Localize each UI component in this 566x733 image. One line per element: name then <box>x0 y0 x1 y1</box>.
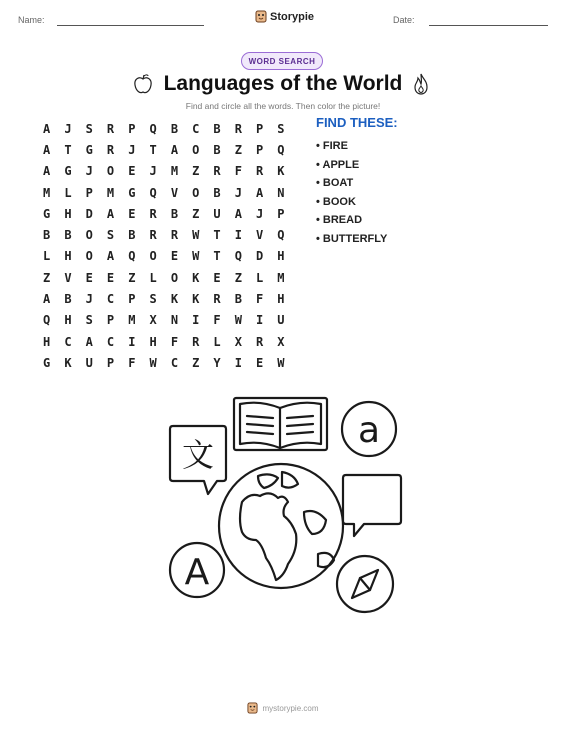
grid-letter[interactable]: A <box>234 206 242 221</box>
grid-letter[interactable]: L <box>149 270 157 285</box>
brand-name: Storypie <box>270 10 315 23</box>
grid-letter[interactable]: O <box>192 142 200 157</box>
grid-letter[interactable]: P <box>256 142 264 157</box>
grid-letter[interactable]: B <box>213 185 221 200</box>
word-item: • APPLE <box>316 158 360 171</box>
word-item: • BOAT <box>316 177 354 190</box>
grid-letter[interactable]: Z <box>192 355 200 370</box>
grid-letter[interactable]: H <box>43 334 51 349</box>
grid-letter[interactable]: F <box>256 292 264 307</box>
grid-letter[interactable]: Z <box>128 270 136 285</box>
grid-letter[interactable]: B <box>64 228 72 243</box>
grid-letter[interactable]: K <box>192 292 200 307</box>
grid-letter[interactable]: V <box>64 270 72 285</box>
grid-letter[interactable]: T <box>149 142 157 157</box>
globe-icon <box>219 464 343 588</box>
storypie-footer-logo-icon <box>247 702 258 714</box>
grid-letter[interactable]: J <box>85 164 93 179</box>
grid-letter[interactable]: D <box>85 206 93 221</box>
grid-row <box>36 118 292 139</box>
grid-letter[interactable]: I <box>234 355 242 370</box>
grid-letter[interactable]: J <box>85 292 93 307</box>
grid-letter[interactable]: F <box>213 313 221 328</box>
A-glyph: A <box>184 552 210 593</box>
grid-letter[interactable]: J <box>256 206 264 221</box>
grid-letter[interactable]: F <box>170 334 179 349</box>
grid-letter[interactable]: C <box>106 292 115 307</box>
grid-letter[interactable]: F <box>128 355 136 370</box>
grid-letter[interactable]: R <box>256 334 264 349</box>
grid-letter[interactable]: I <box>192 313 200 328</box>
letter-grid[interactable] <box>36 118 292 374</box>
grid-letter[interactable]: E <box>213 270 221 285</box>
grid-letter[interactable]: W <box>192 249 200 264</box>
grid-letter[interactable]: Q <box>234 249 242 264</box>
word-item: • FIRE <box>316 140 348 152</box>
grid-letter[interactable]: A <box>43 142 51 157</box>
word-item: • BOOK <box>316 195 356 208</box>
grid-letter[interactable]: R <box>106 121 115 136</box>
grid-letter[interactable]: P <box>106 355 115 370</box>
grid-letter[interactable]: X <box>277 334 285 349</box>
grid-letter[interactable]: G <box>64 164 72 179</box>
languages-illustration <box>160 394 410 619</box>
zh-glyph: 文 <box>181 436 215 474</box>
grid-row <box>36 203 292 224</box>
grid-letter[interactable]: F <box>234 164 242 179</box>
grid-letter[interactable]: R <box>213 292 221 307</box>
grid-letter[interactable]: X <box>149 313 157 328</box>
grid-letter[interactable]: K <box>192 270 200 285</box>
grid-letter[interactable]: Q <box>277 142 285 157</box>
grid-letter[interactable]: W <box>149 355 157 370</box>
grid-letter[interactable]: H <box>64 249 72 264</box>
grid-letter[interactable]: H <box>277 292 285 307</box>
name-line[interactable] <box>57 25 204 26</box>
grid-letter[interactable]: H <box>64 313 72 328</box>
word-item: • BREAD <box>316 214 363 227</box>
instructions: Find and circle all the words. Then color the picture! <box>185 101 381 111</box>
grid-letter[interactable]: S <box>85 313 93 328</box>
grid-letter[interactable]: P <box>106 313 115 328</box>
grid-letter[interactable]: N <box>277 185 285 200</box>
word-list <box>316 137 387 249</box>
grid-letter[interactable]: B <box>170 121 179 136</box>
date-line[interactable] <box>429 25 548 26</box>
grid-letter[interactable]: V <box>170 185 179 200</box>
grid-letter[interactable]: Z <box>192 206 200 221</box>
grid-row <box>36 310 292 331</box>
grid-letter[interactable]: O <box>149 249 157 264</box>
grid-letter[interactable]: G <box>43 355 51 370</box>
grid-letter[interactable]: R <box>256 164 264 179</box>
grid-letter[interactable]: T <box>213 228 221 243</box>
grid-letter[interactable]: S <box>277 121 285 136</box>
grid-letter[interactable]: U <box>85 355 93 370</box>
grid-letter[interactable]: A <box>85 334 93 349</box>
date-label: Date: <box>393 15 415 25</box>
footer-url[interactable]: mystorypie.com <box>262 703 319 713</box>
grid-letter[interactable]: Z <box>43 270 51 285</box>
grid-letter[interactable]: H <box>64 206 72 221</box>
grid-letter[interactable]: W <box>234 313 242 328</box>
grid-letter[interactable]: U <box>277 313 285 328</box>
grid-letter[interactable]: R <box>106 142 115 157</box>
grid-letter[interactable]: M <box>170 164 179 179</box>
grid-letter[interactable]: H <box>149 334 157 349</box>
grid-letter[interactable]: L <box>64 185 72 200</box>
grid-letter[interactable]: Q <box>149 121 157 136</box>
grid-letter[interactable]: S <box>149 292 157 307</box>
grid-letter[interactable]: E <box>106 270 115 285</box>
grid-letter[interactable]: B <box>128 228 136 243</box>
word-item: • BUTTERFLY <box>316 232 388 245</box>
grid-letter[interactable]: H <box>277 249 285 264</box>
grid-letter[interactable]: L <box>256 270 264 285</box>
grid-letter[interactable]: E <box>256 355 264 370</box>
grid-letter[interactable]: Q <box>277 228 285 243</box>
grid-letter[interactable]: W <box>192 228 200 243</box>
grid-letter[interactable]: M <box>106 185 115 200</box>
brand <box>255 10 314 23</box>
grid-letter[interactable]: A <box>170 142 179 157</box>
grid-letter[interactable]: I <box>128 334 136 349</box>
grid-letter[interactable]: B <box>213 121 221 136</box>
grid-letter[interactable]: M <box>277 270 285 285</box>
grid-letter[interactable]: A <box>43 164 51 179</box>
letter-A-icon <box>170 543 224 597</box>
grid-row <box>36 224 292 245</box>
grid-letter[interactable]: N <box>170 313 179 328</box>
compass-icon <box>337 556 393 612</box>
storypie-logo-icon <box>255 10 267 23</box>
grid-letter[interactable]: I <box>256 313 264 328</box>
grid-letter[interactable]: K <box>64 355 72 370</box>
grid-row <box>36 331 292 352</box>
a-glyph: a <box>357 410 381 451</box>
grid-letter[interactable]: C <box>170 355 179 370</box>
grid-letter[interactable]: V <box>256 228 264 243</box>
grid-letter[interactable]: R <box>234 121 242 136</box>
grid-letter[interactable]: E <box>128 206 136 221</box>
grid-letter[interactable]: R <box>192 334 200 349</box>
word-search-badge: WORD SEARCH <box>241 52 323 70</box>
grid-letter[interactable]: G <box>43 206 51 221</box>
grid-letter[interactable]: I <box>234 228 242 243</box>
grid-row <box>36 161 292 182</box>
grid-letter[interactable]: A <box>256 185 264 200</box>
grid-row <box>36 288 292 309</box>
grid-letter[interactable]: E <box>128 164 136 179</box>
grid-letter[interactable]: C <box>192 121 200 136</box>
grid-letter[interactable]: K <box>277 164 285 179</box>
grid-letter[interactable]: J <box>149 164 157 179</box>
grid-letter[interactable]: R <box>213 164 221 179</box>
grid-letter[interactable]: B <box>170 206 179 221</box>
fire-icon <box>412 72 430 96</box>
grid-letter[interactable]: G <box>85 142 93 157</box>
speech-bubble-icon <box>343 475 401 536</box>
grid-letter[interactable]: L <box>213 334 221 349</box>
grid-row <box>36 182 292 203</box>
grid-letter[interactable]: A <box>43 292 51 307</box>
grid-letter[interactable]: Z <box>234 142 242 157</box>
grid-letter[interactable]: B <box>64 292 72 307</box>
grid-letter[interactable]: Z <box>192 164 200 179</box>
grid-letter[interactable]: S <box>106 228 115 243</box>
grid-letter[interactable]: G <box>128 185 136 200</box>
grid-letter[interactable]: S <box>85 121 93 136</box>
grid-letter[interactable]: R <box>149 206 157 221</box>
grid-letter[interactable]: Q <box>43 313 51 328</box>
grid-letter[interactable]: E <box>85 270 93 285</box>
grid-letter[interactable]: W <box>277 355 285 370</box>
grid-letter[interactable]: P <box>277 206 285 221</box>
grid-letter[interactable]: B <box>234 292 242 307</box>
grid-letter[interactable]: O <box>85 228 93 243</box>
grid-letter[interactable]: A <box>106 249 115 264</box>
grid-letter[interactable]: E <box>170 249 179 264</box>
grid-letter[interactable]: O <box>170 270 179 285</box>
grid-letter[interactable]: Q <box>149 185 157 200</box>
grid-letter[interactable]: C <box>64 334 72 349</box>
grid-row <box>36 267 292 288</box>
grid-letter[interactable]: O <box>106 164 115 179</box>
grid-letter[interactable]: Z <box>234 270 242 285</box>
grid-row <box>36 352 292 373</box>
grid-letter[interactable]: M <box>43 185 51 200</box>
book-icon <box>234 398 327 450</box>
grid-letter[interactable]: L <box>43 249 51 264</box>
grid-letter[interactable]: Q <box>128 249 136 264</box>
grid-letter[interactable]: C <box>106 334 115 349</box>
grid-row <box>36 139 292 160</box>
grid-letter[interactable]: O <box>85 249 93 264</box>
grid-letter[interactable]: O <box>192 185 200 200</box>
grid-letter[interactable]: P <box>128 121 136 136</box>
grid-letter[interactable]: A <box>43 121 51 136</box>
footer <box>0 702 566 714</box>
grid-letter[interactable]: P <box>128 292 136 307</box>
page-title: Languages of the World <box>163 72 403 95</box>
grid-letter[interactable]: J <box>64 121 72 136</box>
grid-letter[interactable]: Y <box>213 355 221 370</box>
grid-row <box>36 246 292 267</box>
grid-letter[interactable]: U <box>213 206 221 221</box>
grid-letter[interactable]: B <box>43 228 51 243</box>
grid-letter[interactable]: R <box>149 228 157 243</box>
grid-letter[interactable]: T <box>213 249 221 264</box>
find-these-heading: FIND THESE: <box>316 115 398 130</box>
grid-letter[interactable]: T <box>64 142 72 157</box>
grid-letter[interactable]: M <box>128 313 136 328</box>
grid-letter[interactable]: D <box>256 249 264 264</box>
grid-letter[interactable]: R <box>170 228 179 243</box>
grid-letter[interactable]: X <box>234 334 242 349</box>
grid-letter[interactable]: K <box>170 292 179 307</box>
name-label: Name: <box>18 15 45 25</box>
translate-bubble-icon <box>170 426 226 494</box>
grid-letter[interactable]: P <box>85 185 93 200</box>
letter-a-icon <box>342 402 396 456</box>
grid-letter[interactable]: A <box>106 206 115 221</box>
grid-letter[interactable]: J <box>128 142 136 157</box>
grid-letter[interactable]: B <box>213 142 221 157</box>
grid-letter[interactable]: J <box>234 185 242 200</box>
grid-letter[interactable]: P <box>256 121 264 136</box>
